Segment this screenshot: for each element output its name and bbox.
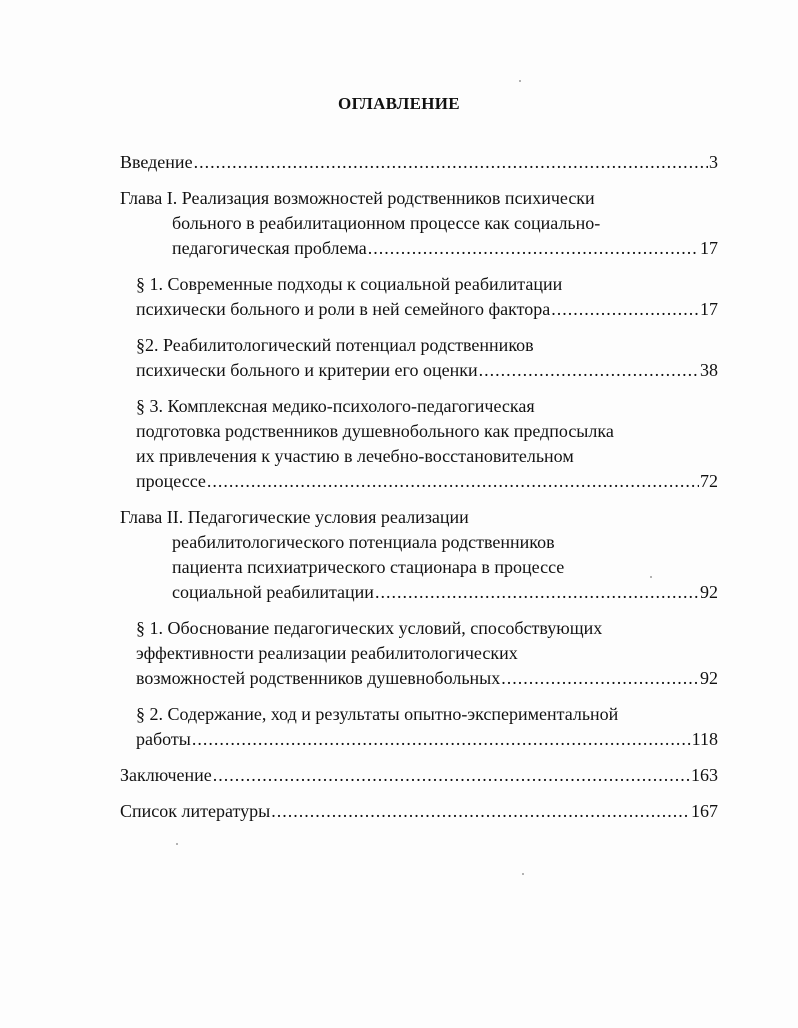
- toc-entry-text: больного в реабилитационном процессе как социально-: [172, 213, 601, 233]
- toc-entry-text: пациента психиатрического стационара в процессе: [172, 557, 565, 577]
- toc-entry-text: § 2. Содержание, ход и результаты опытно-экспериментальной: [136, 704, 619, 724]
- toc-entry-text: § 1. Обоснование педагогических условий, способствующих: [136, 618, 603, 638]
- toc-entry-introduction[interactable]: [120, 150, 718, 175]
- leader-dots: [207, 469, 699, 494]
- toc-entry-text: Введение: [120, 152, 193, 172]
- toc-entry-text: работы: [136, 729, 191, 749]
- leader-dots: [368, 236, 699, 261]
- toc-entry-text: § 3. Комплексная медико-психолого-педагогическая: [136, 396, 535, 416]
- toc-entry-text: эффективности реализации реабилитологических: [136, 643, 518, 663]
- toc-entry-conclusion[interactable]: [120, 763, 718, 788]
- toc-entry-section-2-2[interactable]: [120, 702, 718, 752]
- toc-page-number: 38: [700, 360, 718, 380]
- leader-dots: [501, 666, 699, 691]
- toc-entry-section-1-3[interactable]: [120, 394, 718, 494]
- scan-speck: [522, 873, 524, 875]
- toc-entry-text: подготовка родственников душевнобольного как предпосылка: [136, 421, 614, 441]
- toc-entry-last-line: [120, 150, 718, 175]
- toc-entry-last-line: [136, 469, 718, 494]
- toc-entry-last-line: [136, 297, 718, 322]
- toc-entry-text: § 1. Современные подходы к социальной реабилитации: [136, 274, 563, 294]
- leader-dots: [192, 727, 691, 752]
- toc-entry-text: возможностей родственников душевнобольных: [136, 668, 501, 688]
- leader-dots: [213, 763, 690, 788]
- toc-page-number: 3: [709, 152, 718, 172]
- leader-dots: [271, 799, 690, 824]
- leader-dots: [551, 297, 699, 322]
- toc-entry-last-line: [120, 799, 718, 824]
- toc-page-number: 92: [700, 668, 718, 688]
- table-of-contents: [120, 150, 718, 835]
- toc-entry-bibliography[interactable]: [120, 799, 718, 824]
- toc-entry-section-2-1[interactable]: [120, 616, 718, 691]
- toc-entry-last-line: [120, 763, 718, 788]
- toc-entry-text: процессе: [136, 471, 206, 491]
- toc-entry-text: Глава II. Педагогические условия реализации: [120, 507, 469, 527]
- leader-dots: [194, 150, 708, 175]
- toc-page-number: 167: [691, 801, 718, 821]
- toc-entry-section-1-2[interactable]: [120, 333, 718, 383]
- toc-entry-section-1-1[interactable]: [120, 272, 718, 322]
- toc-entry-text: Глава I. Реализация возможностей родственников психически: [120, 188, 595, 208]
- scan-speck: [176, 843, 178, 845]
- toc-entry-text: §2. Реабилитологический потенциал родственников: [136, 335, 534, 355]
- page-title: ОГЛАВЛЕНИЕ: [338, 94, 460, 113]
- toc-page-number: 118: [691, 729, 718, 749]
- toc-page-number: 17: [700, 238, 718, 258]
- toc-entry-last-line: [136, 358, 718, 383]
- toc-entry-text: психически больного и критерии его оценки: [136, 360, 478, 380]
- toc-entry-text: психически больного и роли в ней семейного фактора: [136, 299, 551, 319]
- toc-page-number: 72: [700, 471, 718, 491]
- toc-entry-text: педагогическая проблема: [172, 238, 367, 258]
- leader-dots: [375, 580, 699, 605]
- toc-entry-text: Список литературы: [120, 801, 271, 821]
- toc-entry-last-line: [120, 236, 718, 261]
- toc-entry-text: социальной реабилитации: [172, 582, 374, 602]
- toc-entry-last-line: [136, 666, 718, 691]
- toc-page-number: 17: [700, 299, 718, 319]
- scan-speck: [650, 576, 652, 578]
- toc-entry-last-line: [120, 580, 718, 605]
- toc-page-number: 92: [700, 582, 718, 602]
- leader-dots: [479, 358, 699, 383]
- toc-entry-text: их привлечения к участию в лечебно-восстановительном: [136, 446, 574, 466]
- toc-entry-chapter-2[interactable]: [120, 505, 718, 605]
- toc-page-number: 163: [691, 765, 718, 785]
- toc-entry-last-line: [136, 727, 718, 752]
- toc-entry-chapter-1[interactable]: [120, 186, 718, 261]
- toc-entry-text: Заключение: [120, 765, 212, 785]
- scan-speck: [519, 80, 521, 82]
- toc-entry-text: реабилитологического потенциала родственников: [172, 532, 555, 552]
